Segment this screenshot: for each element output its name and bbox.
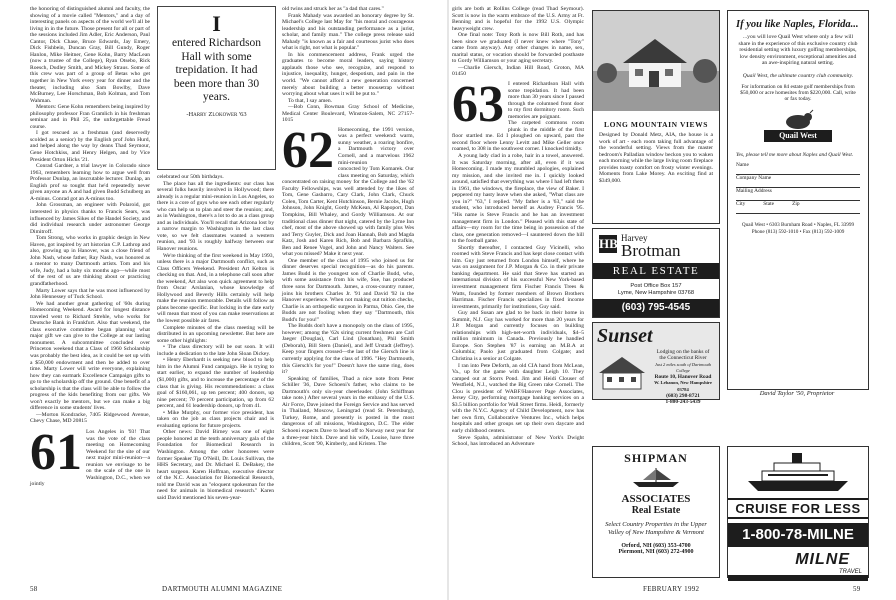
ad-cruise-for-less[interactable] (727, 446, 869, 578)
ad-body: Designed by Donald Metz, AIA, the house is a work of art - each room taking full advantage of the wonderful setting. Views from the master bedroom's Palladian window beckon you to waken each morning while the large living room fireplace provides toasty comfort on frosty winter evenings. Moments from Lake Morey. An exciting find at $349,000. (599, 132, 713, 184)
paragraph: Tom Strong, who works in graphic design in New Haven, got inspired by art historian C.P. Lathrop and also, growing up in Hanover, was a close friend of John Nash, whose father, Ray Nash, was honored as a mentor to many Dartmouth artists. Tom and his wife, Judy, had a baby six months ago—while most of the rest of us are thinking about or practicing grandfatherhood. (30, 235, 150, 287)
right-col-1 (452, 6, 584, 580)
paragraph: Shortly thereafter, I contacted Guy Vicinelli, who roomed with Steve Francis and has kept close contact with him. Guy just returned from London himself, where he was on assignment for J.P. Morgan & Co. in their private banking department. He said that Steve has started an international division of his successful New York-based investment management firm Fischer Francis Trees & Watts, founded by former members of Brown Brothers Harriman. Fischer Francis specializes in fixed income investments, primarily for institutions, Guy said. (452, 244, 584, 310)
quail-west-tagline: Quail West, the ultimate country club community. (742, 72, 854, 79)
quail-west-info: For information on 84 estate golf memberships from $50,000 or acre homesites from $220,000. Call, write or fax today. (740, 83, 856, 103)
quail-west-phones: Phone (813) 592-1010 • Fax (813) 592-1009 (751, 229, 845, 236)
city-state-zip-field[interactable]: City State Zip (736, 201, 860, 214)
quail-west-address: Quail West • 6303 Burnham Road • Naples, FL 33999 (741, 222, 855, 229)
ad-shipman-associates[interactable] (592, 446, 720, 578)
sunset-building-icon (595, 351, 649, 395)
paragraph: Speaking of families, Thad a nice note from Peter Schiller '36, Dave Schoeni's father, who claims to be Dartmouth's only six-year cheerleader. (John Schiffman take note.) After several years in the embassy of the U.S. Air Force, Dave joined the Foreign Service and has served in Thailand, Moscow, Leningrad (read St. Petersburg), Turkey, Rome, and presently is posted in the most dangerous of all missions, Washington, D.C. The elder Schoeni expects Dave to head off to Norway next year for a three-year hitch. Dave and his wife, Louise, have three children, Scott '90, Kimberly, and Kristen. The (282, 375, 414, 448)
quail-west-logo-text: Quail West (779, 131, 817, 141)
paragraph: I entered Richardson Hall with some trepidation. It had been more than 30 years since I passed through the columned front door to my first dormitory room. Such memories are poignant. (508, 81, 584, 120)
sunset-proprietor-caption: David Taylor '50, Proprietor (759, 390, 835, 397)
name-field[interactable]: Name (736, 162, 860, 175)
paragraph: concocted by Tom Komarek. Our class meeting on Saturday, which concentrated on raising money for the College and the '62 Faculty Fellowships, was well attended by the likes of Tom, Gene Gasbarro, Cary Clark, John Clark, Chuck Colen, Tom Carter, Kent Hutchinson, Bernie Jacobs, Hugh Johnson, John Knight, Gordy McKean, Al Rapoport, Dan Tompkins, Bill Whaley, and Gordy Williamson. At our traditional class dinner that night, catered by the Lyme Inn chef, most of the above showed up with family plus Wes and Terry Guyler, Dick and Joan Hannah, Bob and Magda Katz, Josh and Karen Rich, Bob and Barbara Sprafkin, Ben and Renee Vogel, and John and Nancy Walters. See what you missed? Make it next year. (282, 166, 414, 258)
address-field[interactable]: Mailing Address (736, 188, 860, 201)
cruise-phone[interactable]: 1-800-78-MILNE (728, 523, 868, 547)
quail-west-form-title: Yes, please tell me more about Naples and Quail West. (736, 152, 854, 159)
milne-travel: TRAVEL (838, 569, 862, 575)
sunset-phone-2[interactable]: 1-800-243-5439 (665, 399, 701, 406)
pull-quote-text: entered Richardson Hall with some trepidation. It had been more than 30 years. (171, 37, 262, 103)
paragraph: Steve Spahn, administrator of New York's Dwight School, has introduced an Adventure (452, 434, 584, 448)
paragraph: • Henry Eberhardt is seeking new blood to help him in the Alumni Fund campaign. He is trying to start earlier, to expand the number of leadership ($1,000) gifts, and to increase the percentage of the class that is giving. His recommendations: a class goal of $160,061, up ten percent; 400 donors, up nine percent; 70 percent participation, up from 62 percent, and 61 leadership donors, up from 41. (157, 357, 274, 410)
shipman-description: Select Country Properties in the Upper Valley of New Hampshire & Vermont (605, 521, 707, 536)
brotman-logo-icon: HB (599, 236, 618, 251)
signature: —Morton Kondracke, 7405 Ridgewood Avenue, Chevy Chase, MD 20815 (30, 411, 150, 425)
right-page-number: 59 (853, 585, 861, 593)
paragraph: Mentors: Gene Kohn remembers being inspired by philosophy professor Fran Gramlich in his freshman seminar and in Phil 25, the unforgettable Freud course. (30, 104, 150, 130)
page-gutter (447, 0, 449, 600)
paragraph: • The class directory will be out soon. It will include a dedication to the late John Sloan Dickey. (157, 344, 274, 357)
sunset-address-1: Route 10, Hanover Road (654, 374, 712, 381)
paragraph: Frank Mahady was awarded an honorary degree by St. Michael's College last May for "his moral and courageous leadership and his outstanding performance as a jurist, scholar, and family man." The college press release said Mahady "is known as a fair and courteous jurist who does what is right, not what is popular." (282, 12, 414, 52)
house-photo-icon (593, 11, 719, 111)
sunset-line-3: Just 2 miles south of Dartmouth College (654, 361, 712, 373)
pull-quote (157, 6, 276, 170)
signature: —Charlie Giersch, Indian Hill Road, Groton, MA 01450 (452, 64, 584, 78)
paragraph: The Budds don't have a monopoly on the class of 1995, however; among the '62s siring current freshmen are Carl Jaeger (Douglas), Carl Lind (Jonathan), Phil Smith (Deborah), Bill Stern (Daniel), and Jeff Urstadt (Jeffrey). Keep your fingers crossed—the last of the Giersch line is currently applying for the class of 1996. "Hey Dartmouth, this Giersch's for you!" Doesn't have the same ring, does it? (282, 323, 414, 376)
sunset-logo: Sunset (597, 325, 653, 347)
paragraph: Other news: David Birney was one of eight people honored at the tenth anniversary gala of the Foundation for Biomedical Research in Washington. Among the other honorees were former Speaker Tip O'Neill, Dr. Louis Sullivan, the HHS Secretary, and Dr. Michael E. DeBakey, the heart surgeon. Karen Hoffman, executive director of the N.C. Association for Biomedical Research, told me David was an "eloquent spokesman for the need for animals in biomedical research." Karen said David mentioned his seven-year- (157, 429, 274, 501)
paragraph: Homecoming, the 1991 version, was a perfect weekend: warm, sunny weather, a roaring bonfire, a Dartmouth victory over Cornell, and a marvelous 1962 mini-reunion (338, 126, 414, 166)
paragraph: Los Angeles in '93! That was the vote of the class meeting on Homecoming Weekend for the site of our next major mini-reunion—a reunion we envisage to be on the scale of the one in Washington, D.C., when we jointly (30, 429, 150, 488)
sunset-address-2: W. Lebanon, New Hampshire 03784 (654, 380, 712, 392)
left-col-3 (282, 6, 414, 580)
left-col-1 (30, 6, 150, 580)
paragraph: girls are both at Rollins College (read Thad Seymour). Scott is now in the warm embrace of the U.S. Army at Ft. Benning and is hopeful for the 1992 U.S. Olympic heavyweight crew. (452, 6, 584, 32)
paragraph: Conrad Gardner, a trial lawyer in Colorado since 1963, remembers learning how to argue well from Professor Dunlap, an inscrutable lecturer. Dunlap, an English prof so tought that he'd repeatedly never given anyone an A and had given Budd Schulberg an A-minus. Conrad got an A-minus too. (30, 163, 150, 202)
pull-quote-initial: I (212, 11, 221, 36)
paragraph: To that, I say amen. (288, 97, 333, 104)
left-running-footer: DARTMOUTH ALUMNI MAGAZINE (162, 585, 283, 593)
paragraph: the honoring of distinguished alumni and faculty, the showing of a movie called "Mentors," and a day of interesting panels on aspects of the world we'll all be living in in the future. Those present for all or part of the sessions included Jim Adler, Eric Anderson, Paul Cantor, Dick Chase, Bruce Edwards, Jay Emery, Dick Fishbein, Duncan Gray, Bill Gundy, Roger Hanlon, Mike Heitner, Gene Kohn, Barry MacLean (now a trustee of the College), Ryan Otsebo, Rick Roesch, Dudley Smith, and Mickey Straus. Some of this crew was part of a group of Betas who get together in New York every year for dinner and the theater, including also Sam Bowlby, Dave McBurney, Lee Horschman, Bob Kolman, and Tom Wahman. (30, 6, 150, 104)
brotman-banner: REAL ESTATE (593, 263, 719, 279)
shipman-name-2: Real Estate (631, 505, 681, 516)
quail-west-form (736, 162, 860, 214)
milne-logo: MILNE (795, 551, 850, 568)
quail-west-body: ...you will love Quail West where only a few will share in the experience of this exclusive country club residential setting with luxury golfing memberships, low density environment, exceptional amenities and an awe-inspiring natural setting. (738, 34, 858, 67)
paragraph: Guy and Susan are glad to be back in their home in Summit, N.J. Guy has worked for more than 20 years for J.P. Morgan and currently focuses on building relationships with high-net-worth individuals, $4–5 million minimum in Canada. Previously he handled Europe. Son Stephen '87 is earning an M.B.A at Columbia; Paolo just graduated from Colgate; and Christina is a senior at Colgate. (452, 310, 584, 362)
paragraph: Marty Lower says that he was most influenced by John Hennessey of Tuck School. (30, 287, 150, 301)
paragraph: celebrated our 50th birthdays. (157, 174, 224, 180)
shipman-name-1: ASSOCIATES (621, 493, 691, 505)
shipman-office-1[interactable]: Orford, NH (603) 353-4700 (621, 542, 691, 549)
signature: —Bob Conn, Bowman Gray School of Medicine, Medical Center Boulevard, Winston-Salem, NC 27157-1015 (282, 104, 414, 124)
sunset-line-2: the Connecticut River (659, 355, 707, 362)
class-year-dropcap: 61 (30, 424, 82, 481)
cruise-ship-icon (728, 447, 868, 493)
quail-west-headline: If you like Naples, Florida... (736, 19, 859, 30)
company-field[interactable]: Company Name (736, 175, 860, 188)
ad-long-mountain-views[interactable] (592, 10, 720, 224)
paragraph: One final note: Tony Roth is now Bill Roth, and has been since we graduated (I never knew where "Tony" came from anyway). Any other changes in name, sex, marital status, or vocation should be forwarded posthaste to Gordy Williamson or your aging secretary. (452, 32, 584, 65)
sunset-phone-1[interactable]: (603) 298-8721 (666, 393, 700, 400)
paragraph: We had another great gathering of '60s during Homecoming Weekend. Award for longest distance traveled went to Richard Strehle, who works for Deutsche Bank in Frankfurt. Also that weekend, the class executive committee began planning what major gift we can give to the College at our lasting monument. A subcommittee concluded over Princeton weekend that a Class of 1960 Scholarship was probably the best idea, as it could be set up with a $50,000 endowment and then be added to over time. Marty Lower will write everyone, explaining how they can earmark Excellence Campaign gifts to go to the scholarship off the ground. One benefit of a scholarship is that the class will be able to follow the progress of the kids benefiting from our gifts. We won't exactly be mentors, but we can make a big difference in some students' lives. (30, 300, 150, 412)
class-year-dropcap: 62 (282, 121, 334, 179)
class-year-dropcap: 63 (452, 76, 504, 134)
paragraph: The carpeted commons room plunk in the middle of the first floor startled me. Ed I ploughed on upward, past the second floor where Lenny Levitt and Mike Geller once roamed, to 308 in the southwest corner. I knocked timidly. (452, 120, 584, 153)
left-page-number: 58 (30, 585, 38, 593)
shipman-office-2[interactable]: Piermont, NH (603) 272-4900 (618, 548, 694, 555)
brotman-address: Post Office Box 157 (630, 283, 682, 289)
paragraph: A young lady clad in a robe, hair in a towel, answered. It was Saturday morning, after all, even if it was Homecoming. I made my mumbled apologies, explained my mission, and she invited me in. I quickly looked around, satisfied that everything was where I had left them in 1961, the windows, the fireplace, the view of Baker. I peppered my hasty leave when she asked, "What class are you in?" "63," I replied. "My father is a '63," said the student, who introduced herself as Audrey Francis '95. "His name is Steve Francis and he has an investment management firm in London." Pleased with this state of affairs—my room for the time being in possession of the class, one generation removed—I sauntered down the hill to the football game. (452, 153, 584, 245)
ad-harvey-brotman[interactable] (592, 228, 720, 318)
brotman-city: Lyme, New Hampshire 03768 (617, 290, 695, 296)
left-col-2 (157, 174, 274, 580)
sunset-line-1: Lodging on the banks of (656, 349, 710, 355)
paragraph: old twins and struck her as "a dad that cares." (282, 6, 384, 12)
ship-icon (593, 466, 719, 488)
paragraph: John Grossman, an engineer with Polaroid, got interested in physics thanks to Francis Sears, was influenced by James Sikes of the Handel Society, and did individual research under astronomer George Dimitroff. (30, 202, 150, 235)
paragraph: In his commencement address, Frank urged the graduates to become moral leaders, saying history applauds those who see, recognize, and respond to injustice, inequality, hunger, despotism, and pain in the world. "We cannot afford a new generation concerned merely about building a better mousetrap without worrying about what uses it will be put to." (282, 51, 414, 98)
ad-sunset-lodging[interactable] (592, 322, 720, 406)
brotman-phone[interactable]: (603) 795-4545 (593, 299, 719, 317)
paragraph: One member of the class of 1995 who joined us for dinner deserves special recognition—as do his parents. James Budd is the youngest son of Charlie Budd, who, with some assistance from his wife, Sue, has produced three sons for Dartmouth. James, a cross-country runner, joins his brothers Charles Jr. '91 and David '92 in the Hanover experience. When not making out tuition checks, Charlie is an orthopedic surgeon in Parma, Ohio. Gee, the Budds are not fooling when they say "Dartmouth, this Budd's for you!" (282, 257, 414, 323)
quail-west-logo (758, 112, 838, 142)
pull-quote-attribution: -Harry Zlokower '63 (186, 110, 247, 118)
cruise-bottom-band (728, 575, 868, 581)
shipman-brand: SHIPMAN (624, 451, 688, 465)
paragraph: The place has all the ingredients: our class has several folks heavily involved in Hollywood; there already is a regular mini-reunion in Los Angeles, so there is a core of guys who see each other regularly who can help us to plan and steer the reunion; and, as in Washington, there's a lot to do as a class group and as individuals. You'll recall that Arizona lost by a narrow margin to Washington in the last class vote, so we felt classmates wanted a western reunion, and '93 is roughly halfway between our Hanover reunions. (157, 180, 274, 253)
cruise-title: CRUISE FOR LESS (728, 498, 868, 519)
paragraph: • Mike Murphy, our former vice president, has taken on the job as class projects chair and is evaluating options for future projects. (157, 409, 274, 429)
brotman-first-name: Harvey (621, 233, 648, 243)
paragraph: We're thinking of the first weekend in May 1993, unless there is a major Dartmouth conflict, such as Class Officers Weekend. President Art Kelton is checking on that. And, in a telephone call soon after the weekend, Art also won quick agreement to help from Oscar Arslanian, whose knowledge of Hollywood and Beverly Hills certainly will help make the reunion memorable. Details will follow as plans become specific. But locking in the date early will mean that most of you can make reservations at the lowest possible air fares. (157, 252, 274, 325)
paragraph: I ran into Pete Deforth, an old CIA hand from McLean, Va., up for the game with daughter Leigh 10. They camped out at Storrs Pond. Jim and Heidi Clouser of Westfield, N.J., watched the Big Green rake Cornell. The Clou is president of WABF/Hanover Page Associates, Jersey City, performing mortgage banking services on a $3.5 billion portfolio for Wall Street firms. Heidi, formerly with the N.Y.C. Agency of Child Development, now has her own firm, Collaborative Ventures Inc., which helps hospitals and other groups set up their own daycare and early childhood centers. (452, 362, 584, 434)
right-running-footer: FEBRUARY 1992 (643, 585, 700, 593)
ad-title: LONG MOUNTAIN VIEWS (603, 120, 709, 129)
paragraph: Complete minutes of the class meeting will be distributed in an upcoming newsletter. But here are some other highlights: (157, 324, 274, 344)
brotman-last-name: Brotman (621, 241, 681, 260)
paragraph: I got rescued as a freshman (and deservedly scolded as a senior) by the English prof John Hurd, and helped along the way by deans Thad Seymour, Gene Hotchkiss, and Henry Helgen, and by Vice President Orton Hicks '21. (30, 130, 150, 163)
ad-quail-west[interactable] (727, 10, 869, 390)
